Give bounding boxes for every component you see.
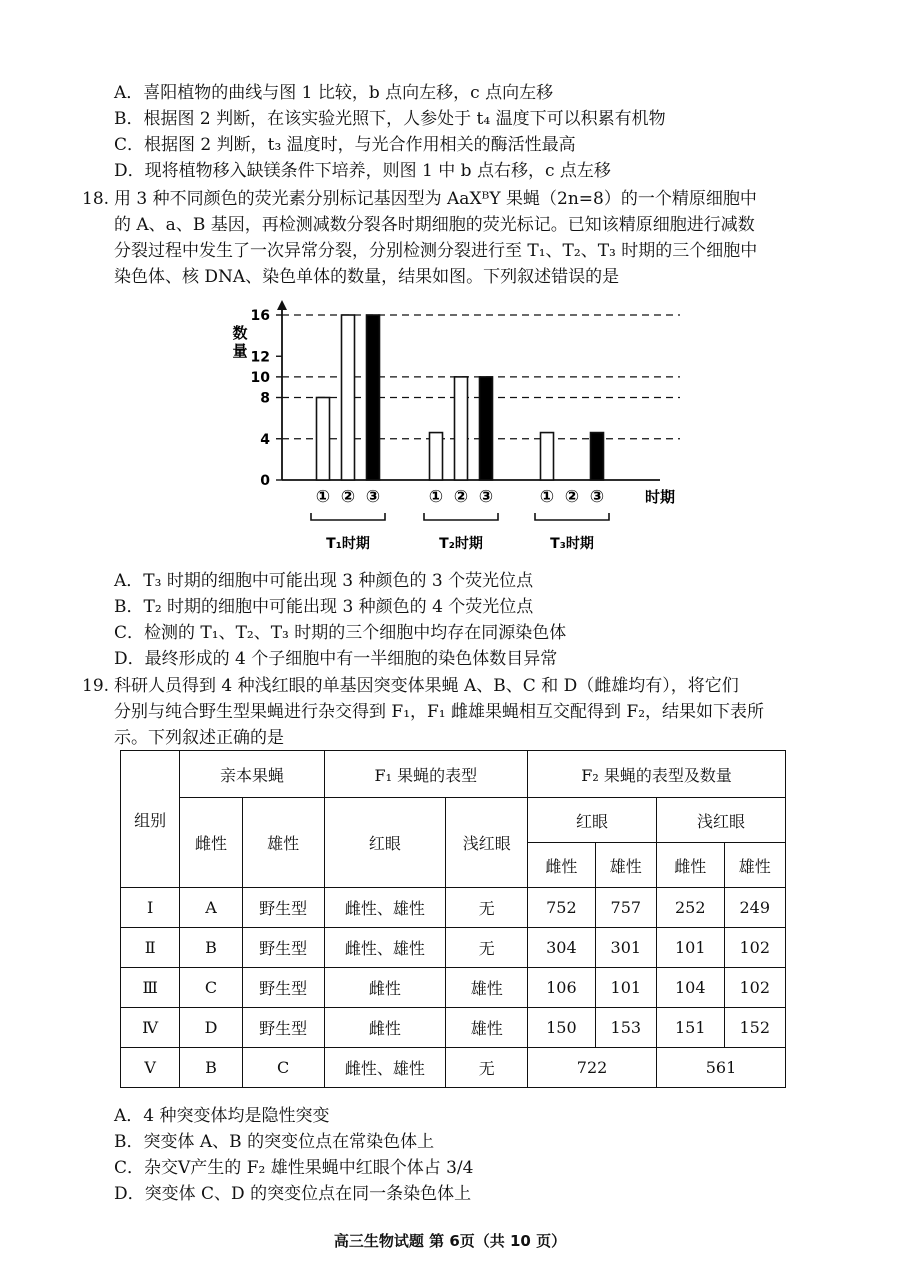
bar-marker-label: ① xyxy=(428,487,444,507)
cell-f2-red-male: 301 xyxy=(595,928,656,968)
bar-1-3 xyxy=(367,315,380,480)
y-axis-label-char: 量 xyxy=(232,342,248,360)
q19-option-b: B．突变体 A、B 的突变位点在常染色体上 xyxy=(114,1132,435,1152)
bar-1-1 xyxy=(317,398,330,481)
header-f2-red-female: 雌性 xyxy=(528,843,596,888)
header-f2-light: 浅红眼 xyxy=(657,798,786,843)
y-tick-label-10: 10 xyxy=(250,369,270,386)
cell-f1-red: 雌性 xyxy=(324,1008,446,1048)
q18-option-d: D．最终形成的 4 个子细胞中有一半细胞的染色体数目异常 xyxy=(114,649,558,669)
cell-f2-light-male: 152 xyxy=(724,1008,786,1048)
cell-parent-male: 野生型 xyxy=(242,928,324,968)
table-row xyxy=(121,928,786,968)
bar-marker-label: ② xyxy=(340,487,356,507)
cell-f1-light: 无 xyxy=(446,888,528,928)
cell-f2-light-male: 102 xyxy=(724,968,786,1008)
cell-parent-male: 野生型 xyxy=(242,1008,324,1048)
group-bracket-1 xyxy=(311,513,385,520)
y-tick-label-12: 12 xyxy=(250,349,270,366)
cell-parent-female: D xyxy=(180,1008,242,1048)
cell-f2-light-total: 561 xyxy=(657,1048,786,1088)
cell-parent-male: 野生型 xyxy=(242,968,324,1008)
q17-option-d: D．现将植物移入缺镁条件下培养，则图 1 中 b 点右移，c 点左移 xyxy=(114,161,611,181)
header-f2-phenotype: F₂ 果蝇的表型及数量 xyxy=(528,751,786,798)
table-row xyxy=(121,1048,786,1088)
group-bracket-3 xyxy=(535,513,609,520)
page-footer: 高三生物试题 第 6页（共 10 页） xyxy=(333,1232,567,1250)
bar-marker-label: ③ xyxy=(365,487,381,507)
cell-group: Ⅳ xyxy=(121,1008,180,1048)
cell-parent-female: B xyxy=(180,1048,242,1088)
cell-parent-female: A xyxy=(180,888,242,928)
cell-group: Ⅲ xyxy=(121,968,180,1008)
header-f1-red: 红眼 xyxy=(324,798,446,888)
q19-option-c: C．杂交Ⅴ产生的 F₂ 雄性果蝇中红眼个体占 3/4 xyxy=(114,1158,474,1178)
q18-option-a: A．T₃ 时期的细胞中可能出现 3 种颜色的 3 个荧光位点 xyxy=(114,571,534,591)
cell-f2-red-female: 304 xyxy=(528,928,596,968)
cell-group: Ⅰ xyxy=(121,888,180,928)
group-label-1: T₁时期 xyxy=(326,536,370,552)
bar-3-1 xyxy=(541,433,554,480)
cell-f1-light: 雄性 xyxy=(446,968,528,1008)
group-bracket-2 xyxy=(424,513,498,520)
header-parent-male: 雄性 xyxy=(242,798,324,888)
cell-f2-red-female: 752 xyxy=(528,888,596,928)
cell-f1-red: 雌性、雄性 xyxy=(324,888,446,928)
bar-marker-label: ③ xyxy=(478,487,494,507)
group-label-2: T₂时期 xyxy=(439,536,483,552)
cell-f2-light-male: 102 xyxy=(724,928,786,968)
q18-stem-line-3: 分裂过程中发生了一次异常分裂，分别检测分裂进行至 T₁、T₂、T₃ 时期的三个细胞中 xyxy=(114,241,758,261)
header-f2-red: 红眼 xyxy=(528,798,657,843)
bar-2-3 xyxy=(480,377,493,480)
cell-f2-light-female: 104 xyxy=(657,968,725,1008)
header-group: 组别 xyxy=(121,751,180,888)
group-label-3: T₃时期 xyxy=(550,536,594,552)
cell-f2-light-female: 101 xyxy=(657,928,725,968)
table-row xyxy=(121,1008,786,1048)
bar-marker-label: ② xyxy=(453,487,469,507)
cell-f1-red: 雌性 xyxy=(324,968,446,1008)
header-parent-female: 雌性 xyxy=(180,798,242,888)
q17-option-b: B．根据图 2 判断，在该实验光照下，人参处于 t₄ 温度下可以积累有机物 xyxy=(114,109,666,129)
bar-2-1 xyxy=(430,433,443,480)
bar-marker-label: ② xyxy=(564,487,580,507)
table-row xyxy=(121,968,786,1008)
cell-f1-light: 无 xyxy=(446,928,528,968)
q19-results-table xyxy=(120,750,786,1088)
cell-group: Ⅱ xyxy=(121,928,180,968)
q18-number: 18. xyxy=(82,189,110,209)
header-f1-light: 浅红眼 xyxy=(446,798,528,888)
cell-parent-male: C xyxy=(242,1048,324,1088)
cell-f2-red-male: 101 xyxy=(595,968,656,1008)
q19-option-d: D．突变体 C、D 的突变位点在同一条染色体上 xyxy=(114,1184,472,1204)
header-f2-red-male: 雄性 xyxy=(595,843,656,888)
cell-f2-red-female: 150 xyxy=(528,1008,596,1048)
q18-bar-chart xyxy=(220,298,690,566)
q18-stem-line-1: 用 3 种不同颜色的荧光素分别标记基因型为 AaXᴮY 果蝇（2n=8）的一个精原细胞中 xyxy=(114,189,757,209)
cell-f1-light: 雄性 xyxy=(446,1008,528,1048)
bar-marker-label: ① xyxy=(315,487,331,507)
q17-option-c: C．根据图 2 判断，t₃ 温度时，与光合作用相关的酶活性最高 xyxy=(114,135,576,155)
y-tick-label-4: 4 xyxy=(260,431,270,448)
cell-f2-red-male: 153 xyxy=(595,1008,656,1048)
header-f1-phenotype: F₁ 果蝇的表型 xyxy=(324,751,528,798)
q18-option-c: C．检测的 T₁、T₂、T₃ 时期的三个细胞中均存在同源染色体 xyxy=(114,623,567,643)
bar-marker-label: ③ xyxy=(589,487,605,507)
y-axis-label-char: 数 xyxy=(232,324,248,342)
q19-number: 19. xyxy=(82,676,110,696)
q18-stem-line-2: 的 A、a、B 基因，再检测减数分裂各时期细胞的荧光标记。已知该精原细胞进行减数 xyxy=(114,215,755,235)
y-tick-label-8: 8 xyxy=(260,390,270,407)
q18-stem-line-4: 染色体、核 DNA、染色单体的数量，结果如图。下列叙述错误的是 xyxy=(114,267,620,287)
q17-option-a: A．喜阳植物的曲线与图 1 比较，b 点向左移，c 点向左移 xyxy=(114,83,554,103)
cell-f2-light-female: 252 xyxy=(657,888,725,928)
cell-f1-light: 无 xyxy=(446,1048,528,1088)
header-f2-light-male: 雄性 xyxy=(724,843,786,888)
cell-parent-female: C xyxy=(180,968,242,1008)
cell-parent-male: 野生型 xyxy=(242,888,324,928)
cell-f1-red: 雌性、雄性 xyxy=(324,1048,446,1088)
y-tick-label-16: 16 xyxy=(250,308,270,324)
header-parent: 亲本果蝇 xyxy=(180,751,324,798)
table-row xyxy=(121,888,786,928)
x-axis-label: 时期 xyxy=(644,488,676,506)
cell-f2-red-male: 757 xyxy=(595,888,656,928)
cell-f2-light-male: 249 xyxy=(724,888,786,928)
q19-stem-line-1: 科研人员得到 4 种浅红眼的单基因突变体果蝇 A、B、C 和 D（雌雄均有），将它们 xyxy=(114,676,739,696)
y-tick-label-0: 0 xyxy=(260,473,270,489)
y-axis-arrow xyxy=(277,300,287,310)
q19-option-a: A．4 种突变体均是隐性突变 xyxy=(114,1106,330,1126)
bar-2-2 xyxy=(455,377,468,480)
cell-group: Ⅴ xyxy=(121,1048,180,1088)
cell-f2-red-female: 106 xyxy=(528,968,596,1008)
cell-f2-red-total: 722 xyxy=(528,1048,657,1088)
bar-1-2 xyxy=(342,315,355,480)
bar-marker-label: ① xyxy=(539,487,555,507)
cell-parent-female: B xyxy=(180,928,242,968)
q18-option-b: B．T₂ 时期的细胞中可能出现 3 种颜色的 4 个荧光位点 xyxy=(114,597,534,617)
bar-3-3 xyxy=(591,433,604,480)
cell-f2-light-female: 151 xyxy=(657,1008,725,1048)
cell-f1-red: 雌性、雄性 xyxy=(324,928,446,968)
q19-stem-line-2: 分别与纯合野生型果蝇进行杂交得到 F₁，F₁ 雌雄果蝇相互交配得到 F₂，结果如下表所 xyxy=(114,702,765,722)
header-f2-light-female: 雌性 xyxy=(657,843,725,888)
q19-stem-line-3: 示。下列叙述正确的是 xyxy=(114,728,284,748)
